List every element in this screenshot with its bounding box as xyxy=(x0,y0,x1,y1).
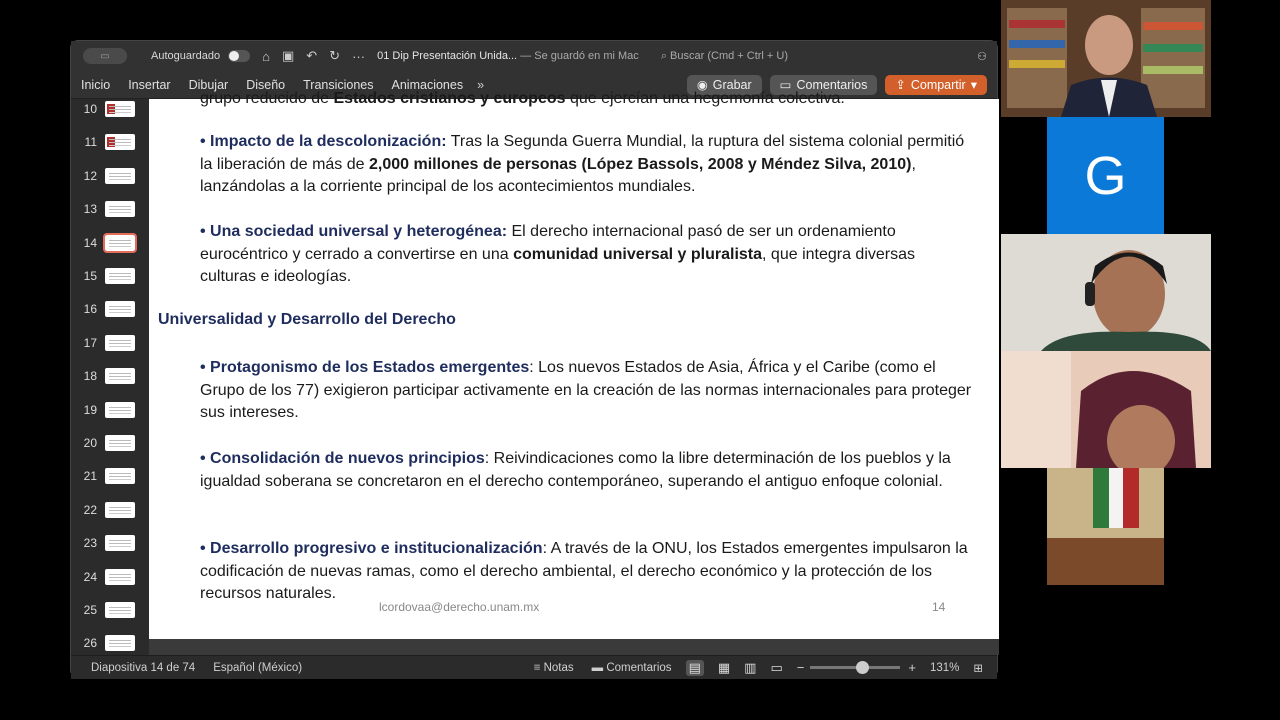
thumbnail-slide[interactable] xyxy=(71,99,149,119)
thumbnail-preview xyxy=(105,635,135,651)
thumbnail-preview xyxy=(105,535,135,551)
tab-inicio[interactable]: Inicio xyxy=(81,77,111,92)
participant-video-5[interactable] xyxy=(1001,468,1211,585)
participant-video-1[interactable] xyxy=(1001,0,1211,117)
share-icon: ⇪ xyxy=(895,78,906,92)
thumbnail-number: 12 xyxy=(83,168,97,183)
thumbnail-number: 10 xyxy=(83,102,97,116)
thumbnail-preview xyxy=(105,301,135,317)
search-placeholder: Buscar (Cmd + Ctrl + U) xyxy=(670,49,789,62)
slide-editor xyxy=(149,90,999,655)
document-save-status: — Se guardó en mi Mac xyxy=(520,50,639,62)
document-name: 01 Dip Presentación Unida... xyxy=(377,50,518,62)
sidebar-toggle-button[interactable]: ▭ xyxy=(83,48,127,64)
comments-button[interactable]: ▭ Comentarios xyxy=(770,75,878,95)
thumbnail-number: 19 xyxy=(83,402,97,417)
more-tabs-icon[interactable]: » xyxy=(477,77,485,92)
thumbnail-number: 15 xyxy=(83,269,97,283)
comment-icon: ▬ xyxy=(591,661,604,674)
section-heading: Universalidad y Desarrollo del Derecho xyxy=(158,311,456,328)
comment-icon: ▭ xyxy=(779,78,792,92)
thumbnail-preview xyxy=(105,402,135,418)
thumbnail-number: 24 xyxy=(83,569,97,584)
thumbnail-slide[interactable] xyxy=(71,333,149,353)
bullet-estados-emergentes: • Protagonismo de los Estados emergentes: Los nuevos Estados de Asia, África y el Caribe (como el Grupo de los 77) exigieron participar activamente en la creación de las normas internacionales para proteger sus intereses. xyxy=(200,359,972,422)
thumbnail-slide[interactable] xyxy=(71,567,149,587)
zoom-out-button[interactable]: − xyxy=(796,660,805,675)
notes-icon: ≡ xyxy=(533,661,541,674)
slide-thumbnails-pane xyxy=(71,99,149,655)
thumbnail-preview xyxy=(105,168,135,184)
thumbnail-slide[interactable] xyxy=(71,132,149,152)
thumbnail-number: 16 xyxy=(83,302,97,317)
thumbnail-preview xyxy=(105,502,135,518)
home-icon[interactable]: ⌂ xyxy=(262,48,270,64)
thumbnail-preview xyxy=(105,368,135,384)
participant-3-image xyxy=(1001,234,1211,351)
thumbnail-preview xyxy=(105,335,135,351)
bullet-descolonizacion: • Impacto de la descolonización: Tras la Segunda Guerra Mundial, la ruptura del sistema colonial permitió la liberación de más de 2,000 millones de personas (López Bassols, 2008 y Méndez Silva, 2010), lanzándolas a la corriente principal de los acontecimientos mundiales. xyxy=(200,133,965,196)
thumbnail-number: 25 xyxy=(83,603,97,617)
participant-video-3[interactable] xyxy=(1001,234,1211,351)
thumbnail-preview xyxy=(105,268,135,284)
slide-footer-email: lcordovaa@derecho.unam.mx xyxy=(379,600,540,614)
bullet-desarrollo-progresivo: • Desarrollo progresivo e institucionalización: A través de la ONU, los Estados emergentes impulsaron la codificación de nuevas ramas, como el derecho ambiental, el derecho económico y la protección de los recursos naturales. xyxy=(200,540,968,603)
thumbnail-slide[interactable] xyxy=(71,633,149,653)
participant-video-4[interactable] xyxy=(1001,351,1211,468)
document-title xyxy=(377,50,639,62)
thumbnail-number: 22 xyxy=(83,502,97,517)
language-indicator[interactable]: Español (México) xyxy=(213,661,303,674)
record-button[interactable]: ◉ Grabar xyxy=(687,75,762,95)
thumbnail-number: 18 xyxy=(83,369,97,384)
participant-5-image xyxy=(1001,468,1211,585)
status-comments-button[interactable]: ▬ Comentarios xyxy=(591,661,672,674)
record-icon: ◉ xyxy=(696,78,708,92)
zoom-percentage[interactable]: 131% xyxy=(929,661,960,674)
participant-4-image xyxy=(1001,351,1211,468)
thumbnail-slide[interactable] xyxy=(71,166,149,186)
thumbnail-preview xyxy=(105,569,135,585)
slideshow-icon[interactable]: ▭ xyxy=(770,659,783,675)
notes-button[interactable]: ≡ Notas xyxy=(533,661,574,674)
thumbnail-slide[interactable] xyxy=(71,366,149,386)
search-icon: ⌕ xyxy=(660,49,667,62)
search-input[interactable] xyxy=(661,50,788,63)
tab-animaciones[interactable]: Animaciones xyxy=(391,77,464,92)
normal-view-icon[interactable]: ▤ xyxy=(686,660,704,676)
undo-icon[interactable]: ↶ xyxy=(306,48,318,63)
thumbnail-number: 23 xyxy=(83,536,97,551)
thumbnail-number: 14 xyxy=(83,235,97,250)
slide-area-bottom-edge xyxy=(149,639,999,655)
slide-page-number: 14 xyxy=(932,600,946,614)
reading-view-icon[interactable]: ▥ xyxy=(744,659,757,675)
tab-dibujar[interactable]: Dibujar xyxy=(188,77,229,92)
thumbnail-preview xyxy=(105,134,135,150)
partial-paragraph: grupo reducido de Estados cristianos y europeos que ejercían una hegemonía colectiva. xyxy=(200,90,845,107)
thumbnail-slide[interactable] xyxy=(71,299,149,319)
more-icon[interactable]: ··· xyxy=(352,48,366,64)
thumbnail-number: 21 xyxy=(83,469,97,484)
thumbnail-slide[interactable] xyxy=(71,533,149,553)
save-icon[interactable]: ▣ xyxy=(281,48,295,63)
thumbnail-number: 11 xyxy=(84,135,97,150)
thumbnail-slide[interactable] xyxy=(71,266,149,286)
bullet-nuevos-principios: • Consolidación de nuevos principios: Reivindicaciones como la libre determinación de los pueblos y la igualdad soberana se concretaron en el derecho contemporáneo, superando el antiguo enfoque colonial. xyxy=(200,450,951,490)
slide-counter: Diapositiva 14 de 74 xyxy=(91,661,196,674)
thumbnail-number: 20 xyxy=(83,436,97,450)
participant-1-image xyxy=(1001,0,1211,117)
powerpoint-window xyxy=(70,40,998,678)
bullet-sociedad-universal: • Una sociedad universal y heterogénea: El derecho internacional pasó de ser un ordenamiento eurocéntrico y cerrado a convertirse en una comunidad universal y pluralista, que integra diversas culturas e ideologías. xyxy=(200,223,916,286)
share-button[interactable]: ⇪ Compartir ▾ xyxy=(885,75,987,95)
thumbnail-slide[interactable] xyxy=(71,600,149,620)
thumbnail-preview xyxy=(105,602,135,618)
thumbnail-number: 13 xyxy=(83,202,97,217)
autosave-toggle[interactable] xyxy=(228,50,250,62)
thumbnail-slide[interactable] xyxy=(71,500,149,520)
thumbnail-preview xyxy=(105,201,135,217)
thumbnail-slide[interactable] xyxy=(71,433,149,453)
slide-sorter-icon[interactable]: ▦ xyxy=(717,659,731,675)
chevron-down-icon: ▾ xyxy=(970,78,977,92)
title-bar xyxy=(71,41,997,71)
thumbnail-preview xyxy=(105,435,135,451)
tab-transiciones[interactable]: Transiciones xyxy=(303,77,374,92)
thumbnail-preview xyxy=(105,235,135,251)
thumbnail-slide[interactable] xyxy=(71,466,149,486)
fit-to-window-icon[interactable]: ⊞ xyxy=(973,662,983,675)
tab-diseno[interactable]: Diseño xyxy=(246,77,286,92)
avatar: G xyxy=(1047,117,1164,234)
tab-insertar[interactable]: Insertar xyxy=(128,77,171,92)
participant-tile-2[interactable] xyxy=(1001,117,1211,234)
thumbnail-slide[interactable] xyxy=(71,233,149,253)
thumbnail-preview xyxy=(105,468,135,484)
thumbnail-number: 17 xyxy=(83,335,97,350)
zoom-slider-handle[interactable] xyxy=(856,661,869,674)
thumbnail-preview xyxy=(105,101,135,117)
thumbnail-number: 26 xyxy=(83,636,97,651)
autosave-label: Autoguardado xyxy=(151,50,221,62)
thumbnail-slide[interactable] xyxy=(71,400,149,420)
zoom-slider[interactable] xyxy=(810,666,900,669)
zoom-in-button[interactable]: + xyxy=(908,660,916,675)
status-bar xyxy=(71,655,997,679)
thumbnail-slide[interactable] xyxy=(71,199,149,219)
collaborators-icon[interactable]: ⚇ xyxy=(977,50,987,63)
redo-icon[interactable]: ↻ xyxy=(329,48,341,63)
slide-canvas[interactable] xyxy=(149,90,999,639)
